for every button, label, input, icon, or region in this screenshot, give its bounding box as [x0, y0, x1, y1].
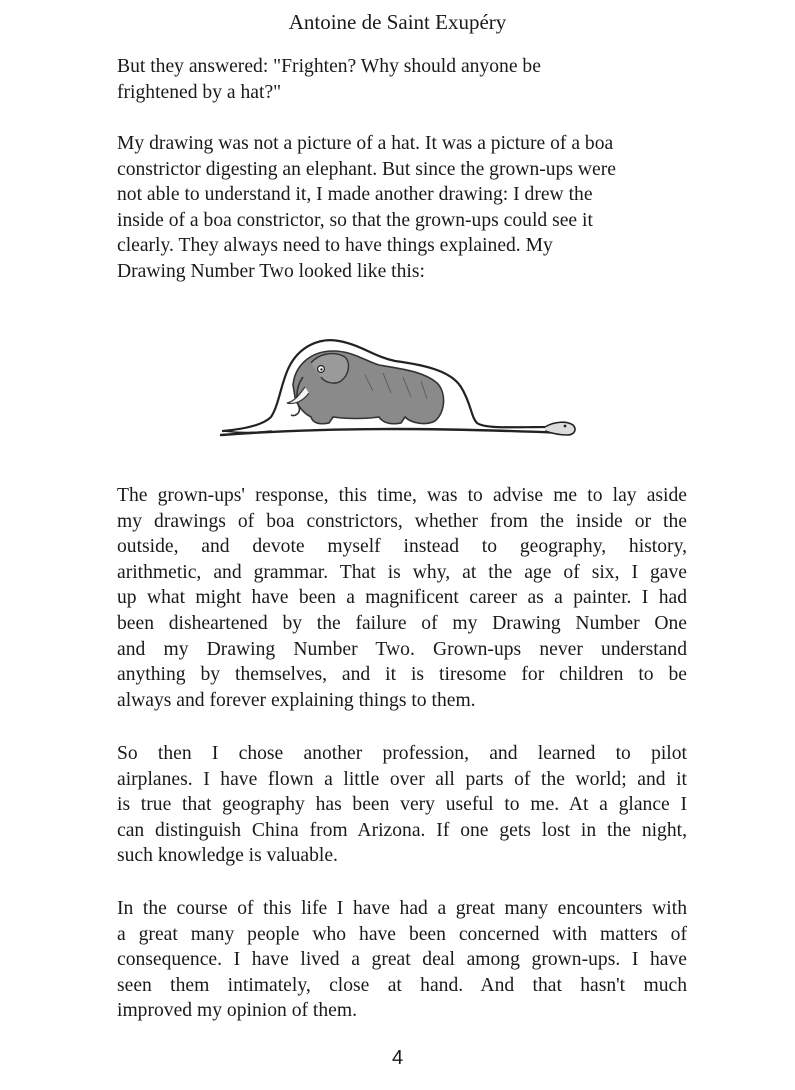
text-line: up what might have been a magnificent career as a painter. I had: [117, 587, 687, 609]
text-line: my drawings of boa constrictors, whether from the inside or the: [117, 510, 687, 532]
text-line: not able to understand it, I made another drawing: I drew the: [117, 184, 593, 206]
text-line: outside, and devote myself instead to geography, history,: [117, 536, 687, 558]
text-line: frightened by a hat?": [117, 81, 282, 103]
paragraph-5: [117, 896, 687, 1024]
page-header-author: Antoine de Saint Exupéry: [288, 10, 507, 34]
text-line: But they answered: "Frighten? Why should anyone be: [117, 56, 541, 77]
text-line: So then I chose another profession, and learned to pilot: [117, 743, 687, 764]
text-line: constrictor digesting an elephant. But since the grown-ups were: [117, 158, 616, 180]
text-line: inside of a boa constrictor, so that the grown-ups could see it: [117, 209, 593, 231]
text-line: anything by themselves, and it is tiresome for children to be: [117, 664, 687, 686]
text-line: improved my opinion of them.: [117, 1000, 357, 1022]
text-line: seen them intimately, close at hand. And that hasn't much: [117, 974, 687, 996]
text-line: consequence. I have lived a great deal among grown-ups. I have: [117, 949, 687, 971]
text-line: always and forever explaining things to them.: [117, 689, 476, 711]
boa-constrictor-elephant-drawing-icon: [215, 313, 585, 458]
text-line: My drawing was not a picture of a hat. It was a picture of a boa: [117, 133, 614, 154]
paragraph-2: [117, 131, 687, 285]
text-line: is true that geography has been very useful to me. At a glance I: [117, 794, 687, 816]
text-line: a great many people who have been concerned with matters of: [117, 923, 687, 945]
text-line: and my Drawing Number Two. Grown-ups never understand: [117, 638, 687, 660]
text-line: arithmetic, and grammar. That is why, at the age of six, I gave: [117, 561, 687, 583]
page-number: 4: [391, 1047, 404, 1069]
text-line: clearly. They always need to have things explained. My: [117, 235, 553, 257]
text-line: airplanes. I have flown a little over all parts of the world; and it: [117, 768, 687, 790]
paragraph-3: [117, 483, 687, 713]
paragraph-1: [117, 54, 687, 105]
text-line: been disheartened by the failure of my Drawing Number One: [117, 612, 687, 634]
text-line: Drawing Number Two looked like this:: [117, 260, 425, 282]
text-line: In the course of this life I have had a great many encounters with: [117, 898, 687, 919]
paragraph-4: [117, 741, 687, 869]
text-line: can distinguish China from Arizona. If one gets lost in the night,: [117, 819, 687, 841]
text-line: such knowledge is valuable.: [117, 845, 338, 867]
text-line: The grown-ups' response, this time, was to advise me to lay aside: [117, 485, 687, 506]
